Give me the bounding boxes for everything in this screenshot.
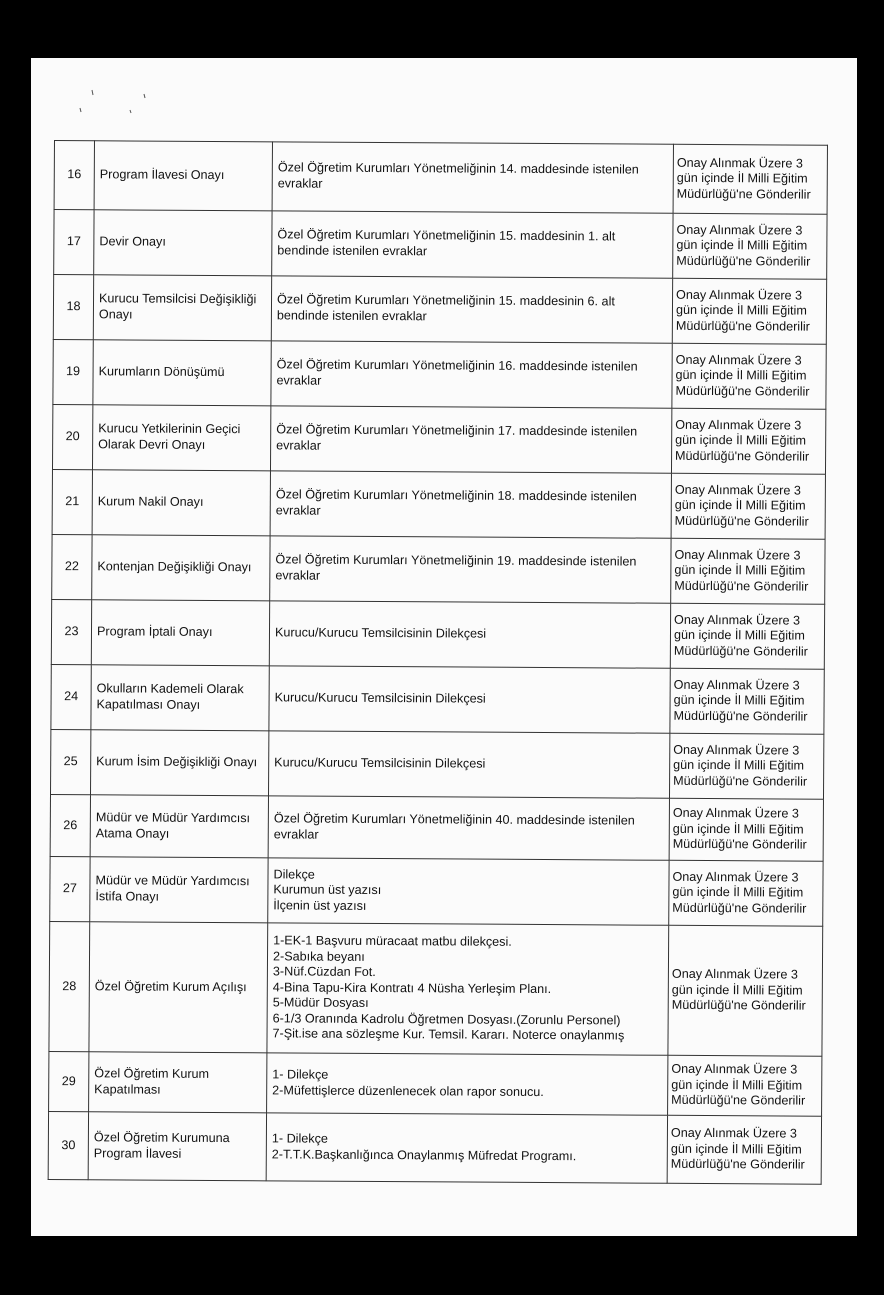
procedure-name: Kurum İsim Değişikliği Onayı (91, 730, 269, 796)
procedure-name: Kurumların Dönüşümü (93, 340, 271, 406)
procedure-name: Okulların Kademeli Olarak Kapatılması Onayı (91, 665, 269, 731)
required-documents: Özel Öğretim Kurumları Yönetmeliğinin 40. maddesinde istenilen evraklar (268, 796, 669, 860)
procedure-name: Özel Öğretim Kurum Açılışı (89, 922, 268, 1053)
row-number: 29 (49, 1051, 89, 1111)
table-row (50, 794, 823, 861)
row-number: 21 (52, 469, 92, 534)
table-row (51, 664, 824, 734)
row-number: 28 (49, 921, 90, 1051)
table-row (53, 339, 826, 409)
row-number: 27 (50, 856, 90, 921)
result-text: Onay Alınmak Üzere 3 gün içinde İl Milli Eğitim Müdürlüğü'ne Gönderilir (671, 538, 825, 604)
result-text: Onay Alınmak Üzere 3 gün içinde İl Milli Eğitim Müdürlüğü'ne Gönderilir (671, 473, 825, 539)
result-text: Onay Alınmak Üzere 3 gün içinde İl Milli Eğitim Müdürlüğü'ne Gönderilir (667, 1115, 821, 1184)
required-documents: Kurucu/Kurucu Temsilcisinin Dilekçesi (268, 731, 669, 798)
table-row (53, 275, 826, 345)
result-text: Onay Alınmak Üzere 3 gün içinde İl Milli Eğitim Müdürlüğü'ne Gönderilir (668, 925, 823, 1056)
row-number: 17 (54, 210, 94, 275)
procedure-name: Kurucu Yetkilerinin Geçici Olarak Devri Onayı (92, 405, 270, 471)
required-documents: Özel Öğretim Kurumları Yönetmeliğinin 14. maddesinde istenilen evraklar (272, 142, 673, 213)
required-documents: Özel Öğretim Kurumları Yönetmeliğinin 19. maddesinde istenilen evraklar (270, 536, 671, 603)
table-row (48, 1111, 821, 1184)
row-number: 23 (51, 599, 91, 664)
row-number: 25 (51, 729, 91, 794)
required-documents: Dilekçe Kurumun üst yazısı İlçenin üst yazısı (268, 858, 669, 925)
row-number: 30 (48, 1111, 88, 1179)
table-row (52, 404, 825, 474)
result-text: Onay Alınmak Üzere 3 gün içinde İl Milli Eğitim Müdürlüğü'ne Gönderilir (670, 603, 824, 669)
procedure-name: Özel Öğretim Kurumuna Program İlavesi (88, 1112, 266, 1181)
table-row (52, 469, 825, 539)
procedure-name: Kurucu Temsilcisi Değişikliği Onayı (93, 275, 271, 341)
procedure-table (48, 140, 828, 1185)
table-row (54, 210, 827, 280)
procedure-name: Müdür ve Müdür Yardımcısı Atama Onayı (90, 795, 268, 858)
table-row (54, 141, 827, 215)
result-text: Onay Alınmak Üzere 3 gün içinde İl Milli Eğitim Müdürlüğü'ne Gönderilir (671, 408, 825, 474)
required-documents: Özel Öğretim Kurumları Yönetmeliğinin 16. maddesinde istenilen evraklar (271, 341, 672, 408)
procedure-name: Program İlavesi Onayı (94, 141, 272, 211)
table-row (52, 534, 825, 604)
row-number: 19 (53, 339, 93, 404)
required-documents: Özel Öğretim Kurumları Yönetmeliğinin 15. maddesinin 6. alt bendinde istenilen evraklar (271, 276, 672, 343)
row-number: 22 (52, 534, 92, 599)
scan-specks (78, 88, 158, 118)
required-documents: Özel Öğretim Kurumları Yönetmeliğinin 17. maddesinde istenilen evraklar (270, 406, 671, 473)
procedure-name: Kontenjan Değişikliği Onayı (92, 535, 270, 601)
table-row (51, 599, 824, 669)
required-documents: Kurucu/Kurucu Temsilcisinin Dilekçesi (269, 601, 670, 668)
table-row (49, 1051, 822, 1116)
row-number: 16 (54, 141, 94, 210)
row-number: 18 (53, 275, 93, 340)
required-documents: Özel Öğretim Kurumları Yönetmeliğinin 15. maddesinin 1. alt bendinde istenilen evraklar (272, 211, 673, 278)
row-number: 24 (51, 664, 91, 729)
table-row (49, 921, 823, 1056)
required-documents: 1-EK-1 Başvuru müracaat matbu dilekçesi. 2-Sabıka beyanı 3-Nüf.Cüzdan Fot. 4-Bina Tapu-Kira Kontratı 4 Nüsha Yerleşim Planı. 5-Müdür Dosyası 6-1/3 Oranında Kadrolu Öğretmen Dosyası.(Zorunlu Personel) 7-Şit.ise ana sözleşme Kur. Temsil. Kararı. Noterce onaylanmış (267, 923, 669, 1055)
procedure-name: Özel Öğretim Kurum Kapatılması (89, 1052, 267, 1113)
result-text: Onay Alınmak Üzere 3 gün içinde İl Milli Eğitim Müdürlüğü'ne Gönderilir (669, 860, 823, 926)
result-text: Onay Alınmak Üzere 3 gün içinde İl Milli Eğitim Müdürlüğü'ne Gönderilir (672, 343, 826, 409)
row-number: 26 (50, 794, 90, 856)
procedure-name: Müdür ve Müdür Yardımcısı İstifa Onayı (90, 857, 268, 923)
required-documents: 1- Dilekçe 2-Müfettişlerce düzenlenecek olan rapor sonucu. (267, 1053, 668, 1115)
row-number: 20 (52, 404, 92, 469)
table-row (51, 729, 824, 799)
result-text: Onay Alınmak Üzere 3 gün içinde İl Milli Eğitim Müdürlüğü'ne Gönderilir (673, 213, 827, 279)
procedure-name: Kurum Nakil Onayı (92, 470, 270, 536)
result-text: Onay Alınmak Üzere 3 gün içinde İl Milli Eğitim Müdürlüğü'ne Gönderilir (672, 278, 826, 344)
procedure-name: Program İptali Onayı (91, 600, 269, 666)
result-text: Onay Alınmak Üzere 3 gün içinde İl Milli Eğitim Müdürlüğü'ne Gönderilir (669, 798, 823, 861)
required-documents: Kurucu/Kurucu Temsilcisinin Dilekçesi (269, 666, 670, 733)
required-documents: 1- Dilekçe 2-T.T.K.Başkanlığınca Onaylanmış Müfredat Programı. (266, 1113, 667, 1183)
required-documents: Özel Öğretim Kurumları Yönetmeliğinin 18. maddesinde istenilen evraklar (270, 471, 671, 538)
result-text: Onay Alınmak Üzere 3 gün içinde İl Milli Eğitim Müdürlüğü'ne Gönderilir (673, 144, 827, 214)
result-text: Onay Alınmak Üzere 3 gün içinde İl Milli Eğitim Müdürlüğü'ne Gönderilir (669, 733, 823, 799)
table-row (50, 856, 823, 926)
result-text: Onay Alınmak Üzere 3 gün içinde İl Milli Eğitim Müdürlüğü'ne Gönderilir (668, 1055, 822, 1116)
result-text: Onay Alınmak Üzere 3 gün içinde İl Milli Eğitim Müdürlüğü'ne Gönderilir (670, 668, 824, 734)
procedure-name: Devir Onayı (94, 210, 272, 276)
